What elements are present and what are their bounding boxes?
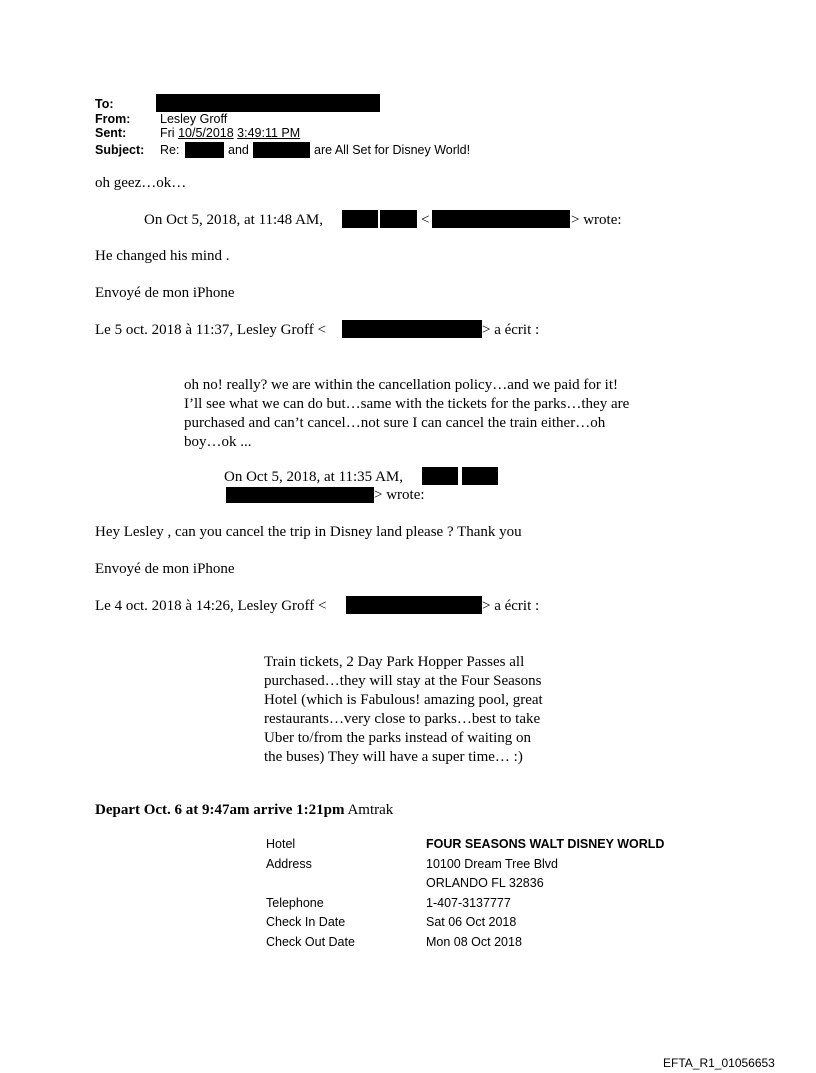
- quote3-wrote: > wrote:: [374, 487, 425, 503]
- redaction-quote1-email: [432, 210, 570, 228]
- redaction-quote3-first: [422, 467, 458, 485]
- header-subject-prefix: Re:: [160, 143, 180, 157]
- check-out-value: Mon 08 Oct 2018: [426, 934, 522, 949]
- message-oh-no: oh no! really? we are within the cancellation policy…and we paid for it! I’ll see what we can do but…same with the tickets for the parks…they are purchased and can’t cancel…not sure I can cancel the train either…oh boy…ok ...: [184, 377, 630, 450]
- header-to-label: To:: [95, 97, 114, 111]
- check-in-row: [266, 915, 664, 935]
- quote1-wrote: > wrote:: [571, 212, 622, 228]
- redaction-quote3-email: [226, 487, 374, 503]
- depart-line: Depart Oct. 6 at 9:47am arrive 1:21pm Amtrak: [95, 802, 394, 818]
- message-train-tickets: Train tickets, 2 Day Park Hopper Passes all purchased…they will stay at the Four Seasons Hotel (which is Fabulous! amazing pool, great restaurants…very close to parks…best to take Uber to/from the parks instead of waiting on the buses) They will have a super time… :): [264, 654, 543, 765]
- quote4-wrote: > a écrit :: [482, 598, 540, 614]
- check-in-value: Sat 06 Oct 2018: [426, 915, 517, 929]
- signature-iphone-1: Envoyé de mon iPhone: [95, 285, 235, 301]
- signature-iphone-2: Envoyé de mon iPhone: [95, 561, 235, 577]
- header-subject-and: and: [228, 143, 249, 157]
- redaction-quote4-email: [346, 596, 482, 614]
- telephone-value: 1-407-3137777: [426, 895, 511, 910]
- address-city-value: ORLANDO FL 32836: [426, 876, 544, 890]
- quote2-wrote: > a écrit :: [482, 322, 540, 338]
- redaction-quote2-email: [342, 320, 482, 338]
- redaction-subject-name1: [185, 142, 224, 158]
- address-label: Address: [266, 856, 312, 871]
- document-id: EFTA_R1_01056653: [663, 1056, 775, 1070]
- redaction-subject-name2: [253, 142, 310, 158]
- check-in-label: Check In Date: [266, 915, 346, 929]
- redaction-quote1-last: [380, 210, 417, 228]
- quote2-attribution: Le 5 oct. 2018 à 11:37, Lesley Groff <: [95, 322, 326, 338]
- hotel-label: Hotel: [266, 837, 296, 851]
- hotel-value: FOUR SEASONS WALT DISNEY WORLD: [426, 837, 665, 851]
- check-out-label: Check Out Date: [266, 934, 355, 949]
- redaction-quote1-first: [342, 210, 378, 228]
- quote1-lt: <: [421, 212, 430, 228]
- message-changed-mind: He changed his mind .: [95, 248, 230, 264]
- header-from-value: Lesley Groff: [160, 112, 228, 126]
- telephone-row: [266, 896, 664, 916]
- header-from-label: From:: [95, 112, 131, 126]
- address-value: 10100 Dream Tree Blvd: [426, 856, 559, 871]
- quote1-attribution: On Oct 5, 2018, at 11:48 AM,: [144, 212, 324, 228]
- quote3-attribution: On Oct 5, 2018, at 11:35 AM,: [224, 469, 404, 485]
- telephone-label: Telephone: [266, 895, 324, 910]
- header-subject-rest: are All Set for Disney World!: [314, 143, 471, 157]
- redaction-to: [156, 94, 380, 112]
- header-subject-label: Subject:: [95, 143, 145, 157]
- check-out-row: [266, 935, 664, 955]
- header-sent-label: Sent:: [95, 126, 127, 140]
- redaction-quote3-last: [462, 467, 498, 485]
- address-row: [266, 857, 664, 877]
- header-sent-value: Fri 10/5/2018 3:49:11 PM: [160, 126, 301, 140]
- reply-text: oh geez…ok…: [95, 175, 187, 191]
- hotel-details-table: [266, 837, 664, 954]
- address-city-row: [266, 876, 664, 896]
- quote4-attribution: Le 4 oct. 2018 à 14:26, Lesley Groff <: [95, 598, 327, 614]
- hotel-row: [266, 837, 664, 857]
- address-city-label: [266, 876, 426, 896]
- message-cancel-request: Hey Lesley , can you cancel the trip in Disney land please ? Thank you: [95, 524, 522, 540]
